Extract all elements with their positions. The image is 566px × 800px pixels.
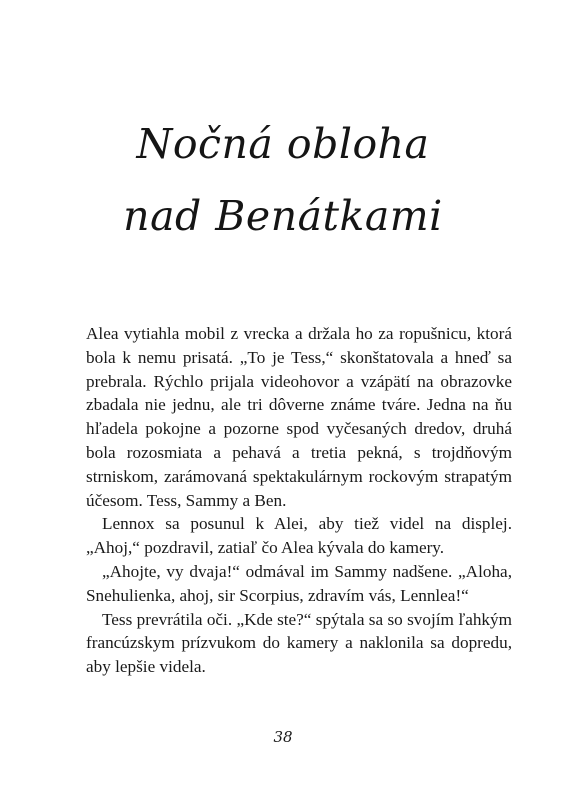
page-number: 38 bbox=[273, 728, 293, 746]
body-text bbox=[86, 322, 512, 679]
chapter-title bbox=[0, 108, 566, 252]
paragraph-3: „Ahojte, vy dvaja!“ odmával im Sammy nadšene. „Aloha, Snehulienka, ahoj, sir Scorpius, zdravím vás, Lennlea!“ bbox=[86, 561, 512, 605]
paragraph-4: Tess prevrátila oči. „Kde ste?“ spýtala sa so svojím ľahkým francúzskym prízvukom do kamery a naklonila sa dopredu, aby lepšie videla. bbox=[86, 609, 512, 677]
paragraph-1: Alea vytiahla mobil z vrecka a držala ho za ropušnicu, ktorá bola k nemu prisatá. „To je Tess,“ skonštatovala a hneď sa prebrala. Rýchlo prijala videohovor a vzápätí na obrazovke zbadala nie jednu, ale tri dôverne známe tváre. Jedna na ňu hľadela pokojne a pozorne spod vyčesaných dredov, druhá bola rozosmiata a pehavá a tretia pekná, s trojdňovým strniskom, zarámovaná spektakulárnym rockovým strapatým účesom. Tess, Sammy a Ben. bbox=[86, 324, 512, 510]
chapter-title-line-1: Nočná obloha bbox=[136, 120, 430, 168]
chapter-title-line-2: nad Benátkami bbox=[123, 192, 443, 240]
paragraph-2: Lennox sa posunul k Alei, aby tiež videl na displej. „Ahoj,“ pozdravil, zatiaľ čo Alea kývala do kamery. bbox=[86, 514, 512, 558]
